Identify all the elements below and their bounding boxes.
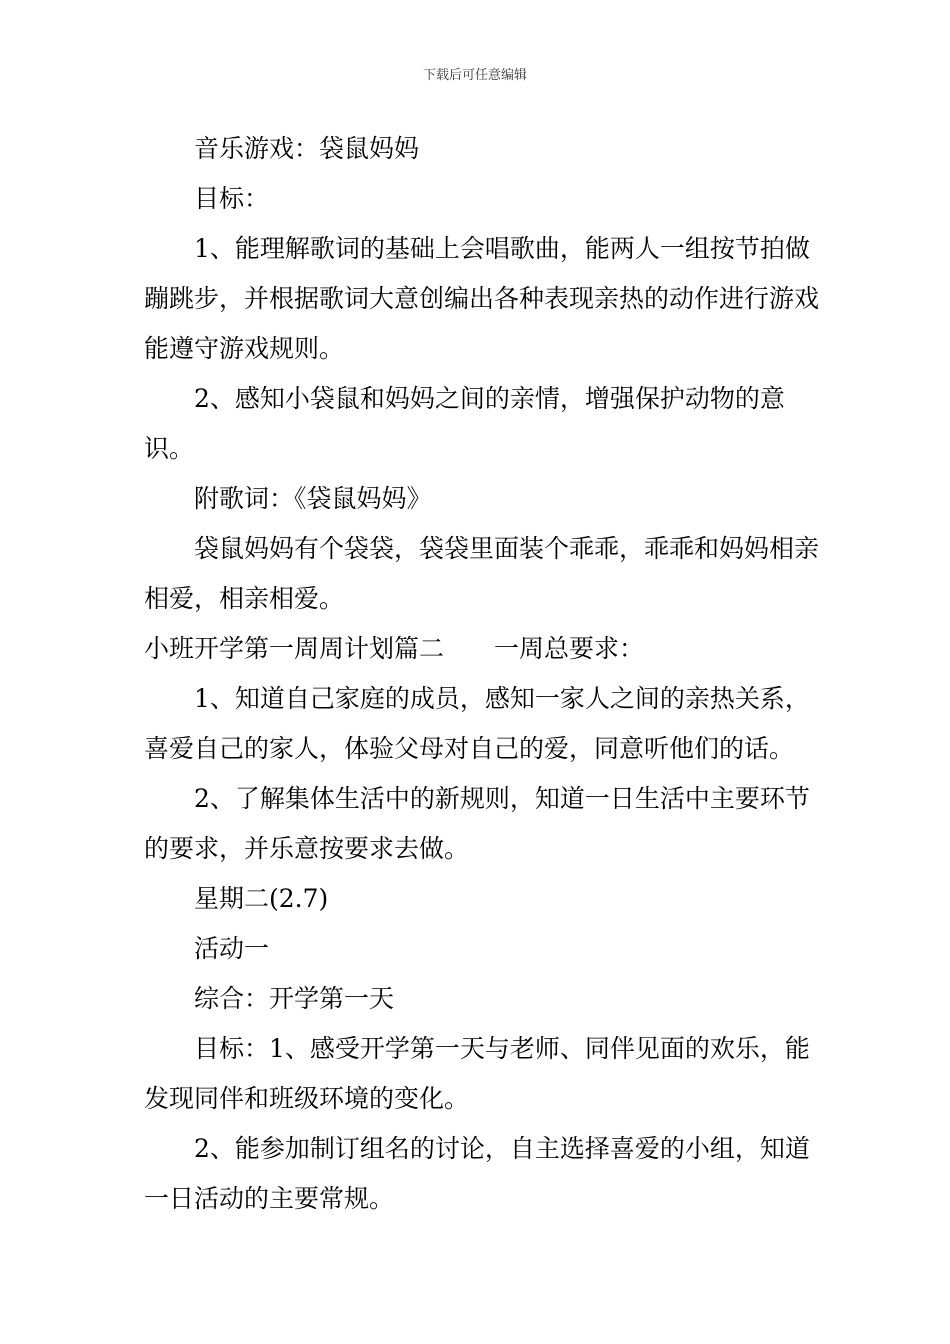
paragraph: 目标：1、感受开学第一天与老师、同伴见面的欢乐，能发现同伴和班级环境的变化。	[144, 1034, 810, 1113]
paragraph: 活动一	[194, 934, 270, 963]
document-body	[144, 124, 834, 1224]
paragraph: 音乐游戏：袋鼠妈妈	[194, 134, 420, 163]
paragraph: 目标：	[194, 184, 270, 213]
page-header: 下载后可任意编辑	[422, 68, 527, 83]
paragraph: 袋鼠妈妈有个袋袋，袋袋里面装个乖乖，乖乖和妈妈相亲相爱，相亲相爱。	[144, 534, 820, 613]
paragraph: 2、能参加制订组名的讨论，自主选择喜爱的小组，知道一日活动的主要常规。	[144, 1134, 810, 1213]
paragraph: 1、知道自己家庭的成员，感知一家人之间的亲热关系，喜爱自己的家人，体验父母对自己的爱，同意听他们的话。	[144, 684, 810, 763]
paragraph: 1、能理解歌词的基础上会唱歌曲，能两人一组按节拍做蹦跳步，并根据歌词大意创编出各种表现亲热的动作进行游戏能遵守游戏规则。	[144, 234, 820, 363]
paragraph: 综合：开学第一天	[194, 984, 395, 1013]
paragraph: 2、感知小袋鼠和妈妈之间的亲情，增强保护动物的意识。	[144, 384, 785, 463]
paragraph: 2、了解集体生活中的新规则，知道一日生活中主要环节的要求，并乐意按要求去做。	[144, 784, 810, 863]
paragraph: 星期二(2.7)	[194, 884, 329, 913]
paragraph: 附歌词：《袋鼠妈妈》	[194, 484, 432, 513]
section-heading: 小班开学第一周周计划篇二 一周总要求：	[144, 634, 645, 663]
